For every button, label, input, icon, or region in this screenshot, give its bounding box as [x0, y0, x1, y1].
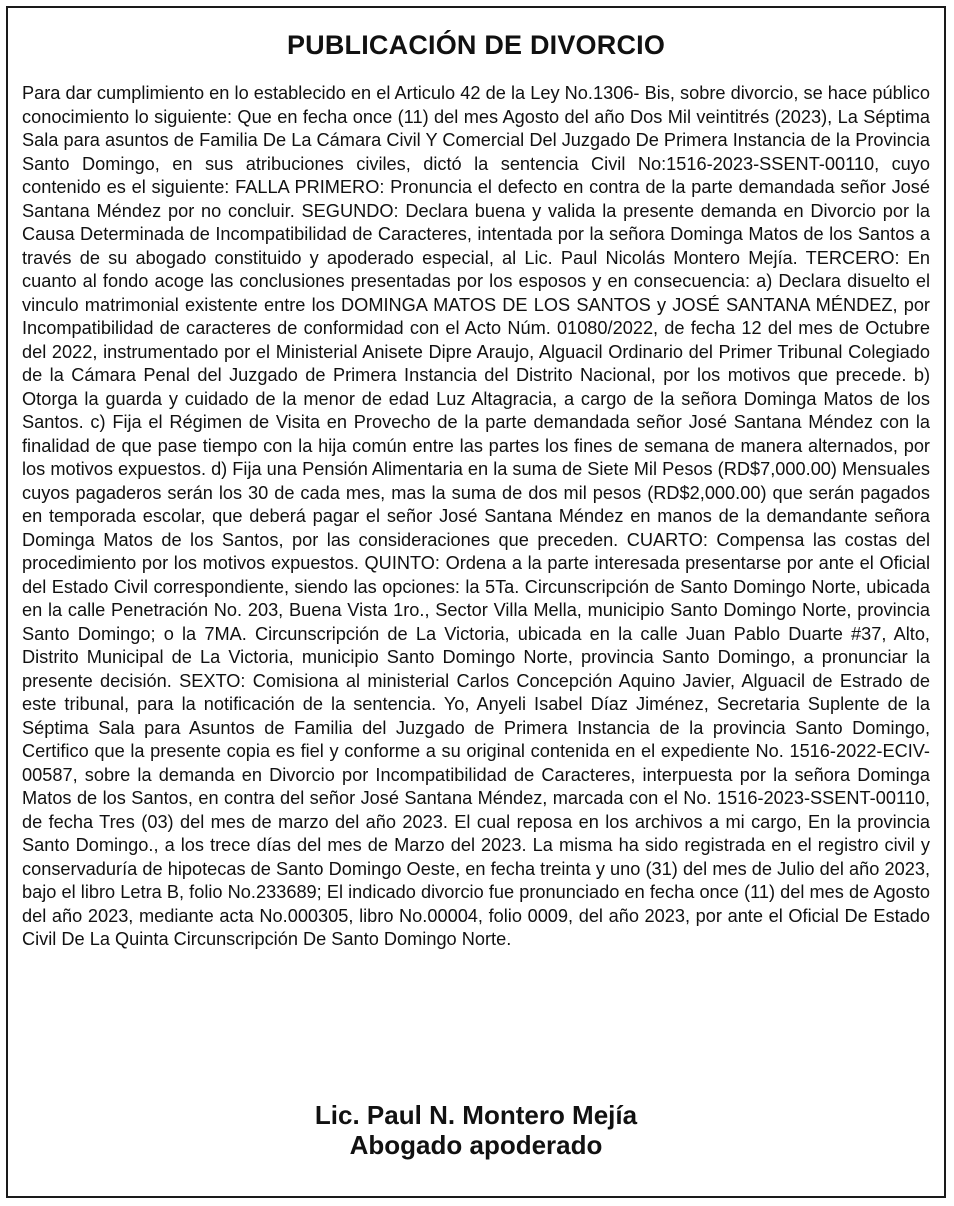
notice-frame — [6, 6, 946, 1198]
notice-body: Para dar cumplimiento en lo establecido en el Articulo 42 de la Ley No.1306- Bis, sobre divorcio, se hace público conocimiento lo siguiente: Que en fecha once (11) del mes Agosto del año Dos Mil veintitrés (2023), La Séptima Sala para asuntos de Familia De La Cámara Civil Y Comercial Del Juzgado De Primera Instancia de la Provincia Santo Domingo, en sus atribuciones civiles, dictó la sentencia Civil No:1516-2023-SSENT-00110, cuyo contenido es el siguiente: FALLA PRIMERO: Pronuncia el defecto en contra de la parte demandada señor José Santana Méndez por no concluir. SEGUNDO: Declara buena y valida la presente demanda en Divorcio por la Causa Determinada de Incompatibilidad de Caracteres, intentada por la señora Dominga Matos de los Santos a través de su abogado constituido y apoderado especial, al Lic. Paul Nicolás Montero Mejía. TERCERO: En cuanto al fondo acoge las conclusiones presentadas por los esposos y en consecuencia: a) Declara disuelto el vinculo matrimonial existente entre los DOMINGA MATOS DE LOS SANTOS y JOSÉ SANTANA MÉNDEZ, por Incompatibilidad de caracteres de conformidad con el Acto Núm. 01080/2022, de fecha 12 del mes de Octubre del 2022, instrumentado por el Ministerial Anisete Dipre Araujo, Alguacil Ordinario del Primer Tribunal Colegiado de la Cámara Penal del Juzgado de Primera Instancia del Distrito Nacional, por los motivos que precede. b) Otorga la guarda y cuidado de la menor de edad Luz Altagracia, a cargo de la señora Dominga Matos de los Santos. c) Fija el Régimen de Visita en Provecho de la parte demandada señor José Santana Méndez con la finalidad de que pase tiempo con la hija común entre las partes los fines de semana de manera alternados, por los motivos expuestos. d) Fija una Pensión Alimentaria en la suma de Siete Mil Pesos (RD$7,000.00) Mensuales cuyos pagaderos serán los 30 de cada mes, mas la suma de dos mil pesos (RD$2,000.00) que serán pagados en temporada escolar, que deberá pagar el señor José Santana Méndez en manos de la demandante señora Dominga Matos de los Santos, por las consideraciones que preceden. CUARTO: Compensa las costas del procedimiento por los motivos expuestos. QUINTO: Ordena a la parte interesada presentarse por ante el Oficial del Estado Civil correspondiente, siendo las opciones: la 5Ta. Circunscripción de Santo Domingo Norte, ubicada en la calle Penetración No. 203, Buena Vista 1ro., Sector Villa Mella, municipio Santo Domingo Norte, provincia Santo Domingo; o la 7MA. Circunscripción de La Victoria, ubicada en la calle Juan Pablo Duarte #37, Alto, Distrito Municipal de La Victoria, municipio Santo Domingo Norte, provincia Santo Domingo, a pronunciar la presente decisión. SEXTO: Comisiona al ministerial Carlos Concepción Aquino Javier, Alguacil de Estrado de este tribunal, para la notificación de la sentencia. Yo, Anyeli Isabel Díaz Jiménez, Secretaria Suplente de la Séptima Sala para Asuntos de Familia del Juzgado de Primera Instancia de la provincia Santo Domingo, Certifico que la presente copia es fiel y conforme a su original contenida en el expediente No. 1516-2022-ECIV-00587, sobre la demanda en Divorcio por Incompatibilidad de Caracteres, interpuesta por la señora Dominga Matos de los Santos, en contra del señor José Santana Méndez, marcada con el No. 1516-2023-SSENT-00110, de fecha Tres (03) del mes de marzo del año 2023. El cual reposa en los archivos a mi cargo, En la provincia Santo Domingo., a los trece días del mes de Marzo del 2023. La misma ha sido registrada en el registro civil y conservaduría de hipotecas de Santo Domingo Oeste, en fecha treinta y uno (31) del mes de Julio del año 2023, bajo el libro Letra B, folio No.233689; El indicado divorcio fue pronunciado en fecha once (11) del mes de Agosto del año 2023, mediante acta No.000305, libro No.00004, folio 0009, del año 2023, por ante el Oficial De Estado Civil De La Quinta Circunscripción De Santo Domingo Norte. — [22, 83, 930, 949]
signature-block — [8, 1100, 944, 1160]
signature-role: Abogado apoderado — [349, 1130, 603, 1160]
signature-name: Lic. Paul N. Montero Mejía — [314, 1100, 638, 1130]
notice-title: PUBLICACIÓN DE DIVORCIO — [286, 30, 666, 60]
